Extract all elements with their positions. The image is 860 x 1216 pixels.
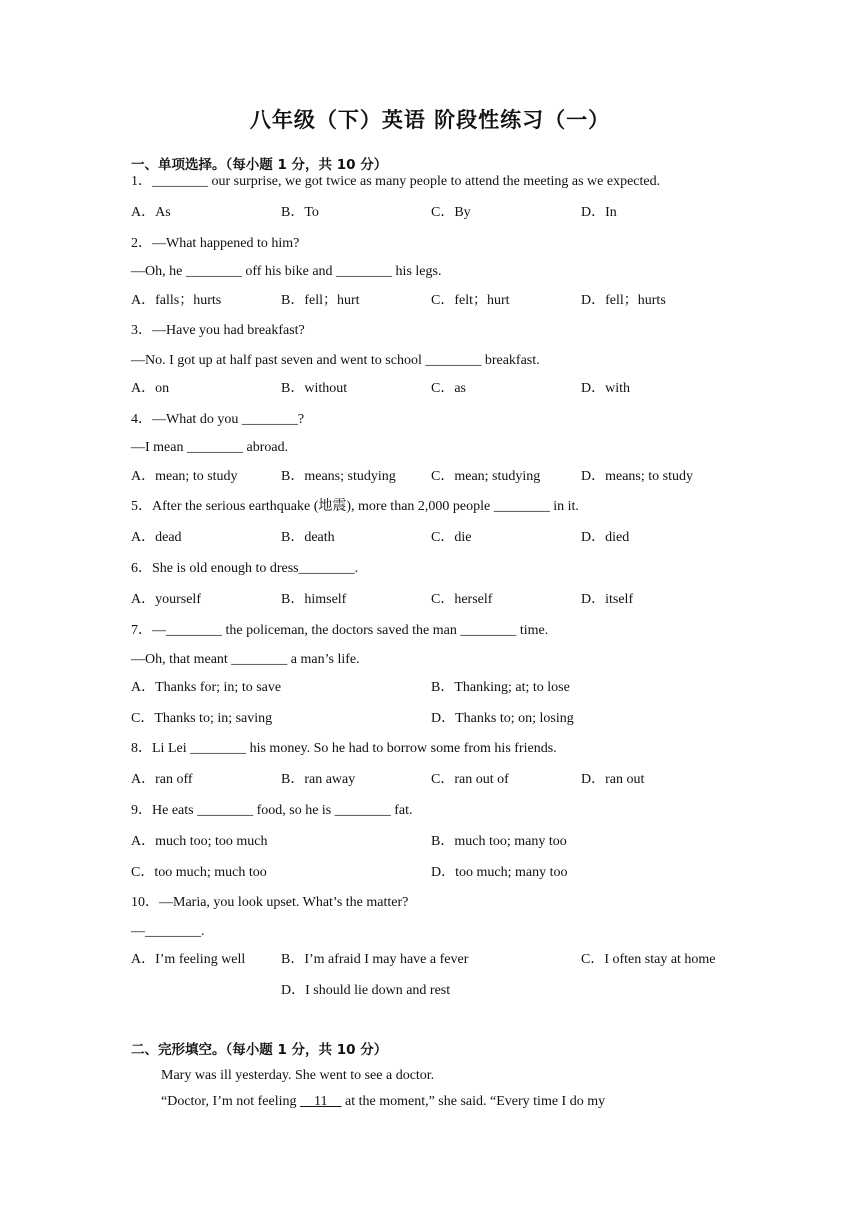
q1-option-d: D．In [581, 205, 617, 220]
q9-option-a: A．much too; too much [131, 834, 268, 849]
q7-option-a: A．Thanks for; in; to save [131, 680, 282, 695]
q4-option-b: B．means; studying [281, 469, 396, 484]
question-7-stem: 7．—________ the policeman, the doctors saved the man ________ time. [131, 623, 549, 638]
question-5-stem: 5．After the serious earthquake (地震), more than 2,000 people ________ in it. [131, 499, 579, 514]
q1-option-a: A．As [131, 205, 171, 220]
q1-option-c: C．By [431, 205, 471, 220]
q4-option-c: C．mean; studying [431, 469, 541, 484]
q5-option-b: B．death [281, 530, 335, 545]
section-2-heading: 二、完形填空。（每小题 1 分，共 10 分） [131, 1042, 388, 1058]
question-7-stem-2: —Oh, that meant ________ a man’s life. [131, 652, 360, 667]
q10-option-d: D．I should lie down and rest [281, 983, 451, 998]
q6-option-d: D．itself [581, 592, 634, 607]
q8-option-b: B．ran away [281, 772, 356, 787]
q6-option-a: A．yourself [131, 592, 201, 607]
q7-option-b: B．Thanking; at; to lose [431, 680, 570, 695]
question-1-stem: 1．________ our surprise, we got twice as many people to attend the meeting as we expected. [131, 174, 661, 189]
question-2-stem: 2．—What happened to him? [131, 236, 300, 251]
q8-option-c: C．ran out of [431, 772, 509, 787]
q4-option-d: D．means; to study [581, 469, 693, 484]
question-4-stem: 4．—What do you ________? [131, 412, 305, 427]
section-1-heading: 一、单项选择。（每小题 1 分，共 10 分） [131, 157, 388, 173]
passage-text-before-blank: “Doctor, I’m not feeling [161, 1094, 301, 1109]
q5-option-d: D．died [581, 530, 630, 545]
q3-option-a: A．on [131, 381, 170, 396]
q2-option-d: D．fell；hurts [581, 293, 666, 308]
passage-paragraph-2 [161, 1093, 605, 1111]
q2-option-c: C．felt；hurt [431, 293, 510, 308]
q10-option-a: A．I’m feeling well [131, 952, 246, 967]
question-8-stem: 8．Li Lei ________ his money. So he had to borrow some from his friends. [131, 741, 557, 756]
question-4-stem-2: —I mean ________ abroad. [131, 440, 289, 455]
q3-option-b: B．without [281, 381, 348, 396]
q2-option-b: B．fell；hurt [281, 293, 360, 308]
q6-option-b: B．himself [281, 592, 347, 607]
question-2-stem-2: —Oh, he ________ off his bike and ________ his legs. [131, 264, 442, 279]
q6-option-c: C．herself [431, 592, 493, 607]
q10-option-b: B．I’m afraid I may have a fever [281, 952, 469, 967]
q8-option-d: D．ran out [581, 772, 645, 787]
q10-option-c: C．I often stay at home [581, 952, 716, 967]
q3-option-c: C．as [431, 381, 466, 396]
passage-text-after-blank: at the moment,” she said. “Every time I do my [341, 1094, 606, 1109]
q7-option-d: D．Thanks to; on; losing [431, 711, 574, 726]
q9-option-c: C．too much; much too [131, 865, 267, 880]
q3-option-d: D．with [581, 381, 630, 396]
q8-option-a: A．ran off [131, 772, 193, 787]
page-title: 八年级（下）英语 阶段性练习（一） [249, 108, 611, 132]
q5-option-c: C．die [431, 530, 472, 545]
question-3-stem-2: —No. I got up at half past seven and went to school ________ breakfast. [131, 353, 540, 368]
question-9-stem: 9．He eats ________ food, so he is ________ fat. [131, 803, 413, 818]
q4-option-a: A．mean; to study [131, 469, 238, 484]
blank-11: 11 [300, 1094, 342, 1109]
q2-option-a: A．falls；hurts [131, 293, 222, 308]
q9-option-b: B．much too; many too [431, 834, 567, 849]
question-10-stem-2: —________. [131, 924, 205, 939]
q7-option-c: C．Thanks to; in; saving [131, 711, 273, 726]
question-6-stem: 6．She is old enough to dress________. [131, 561, 359, 576]
q5-option-a: A．dead [131, 530, 182, 545]
q9-option-d: D．too much; many too [431, 865, 568, 880]
passage-paragraph-1: Mary was ill yesterday. She went to see a doctor. [161, 1068, 435, 1083]
question-10-stem: 10．—Maria, you look upset. What’s the matter? [131, 895, 409, 910]
question-3-stem: 3．—Have you had breakfast? [131, 323, 305, 338]
q1-option-b: B．To [281, 205, 319, 220]
